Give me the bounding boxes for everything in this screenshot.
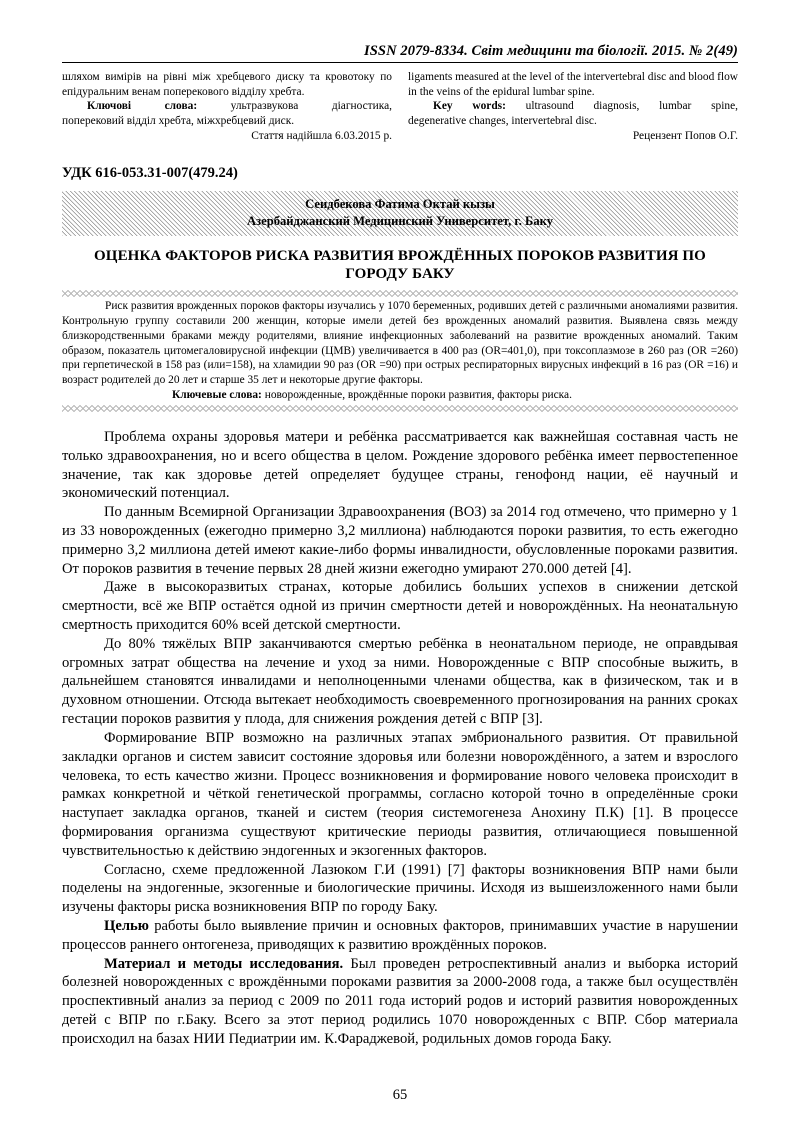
author-affiliation: Азербайджанский Медицинский Университет, г. Баку bbox=[246, 213, 554, 228]
abstract-top-wave-divider bbox=[62, 290, 738, 297]
abstract-column-english bbox=[408, 70, 738, 144]
abstract-columns bbox=[62, 70, 738, 144]
methods-text: Был проведен ретроспективный анализ и выборка историй болезней новорожденных с врождёнными пороками развития за 2000-2008 года, а также был осуществлён проспективный анализ за период с 2009 по 2011 года историй родов и историй развития новорожденных детей с ВПР по г.Баку. Всего за этот период родились 1070 новорожденных с ВПР. Сбор материала происходил на базах НИИ Педиатрии им. К.Фараджевой, родильных домов города Баку. bbox=[62, 955, 738, 1047]
eng-keywords-rest: degenerative changes, intervertebral disc. bbox=[408, 115, 597, 128]
abstract-keywords-label: Ключевые слова: bbox=[172, 389, 262, 402]
article-title: ОЦЕНКА ФАКТОРОВ РИСКА РАЗВИТИЯ ВРОЖДЁННЫХ ПОРОКОВ РАЗВИТИЯ ПО ГОРОДУ БАКУ bbox=[94, 247, 706, 282]
body-paragraph: Формирование ВПР возможно на различных этапах эмбрионального развития. От правильной закладки органов и систем зависит состояние здоровья или болезни новорождённого, а затем и взрослого человека, то есть качество жизни. Процесс возникновения и формирование нового человека происходит в рамках конкретной и чёткой генетической программы, согласно которой точно в определённые сроки наступает закладка органов, тканей и систем (теория системогенеза Анохину П.К) [1]. В процессе формирования организма существуют критические периоды развития, отличающиеся повышенной чувствительностью к действию эндогенных и экзогенных факторов. bbox=[62, 729, 738, 859]
eng-keywords-label: Key words: bbox=[433, 100, 506, 113]
running-head-rule bbox=[62, 62, 738, 63]
running-head: ISSN 2079-8334. Світ медицини та біології. 2015. № 2(49) bbox=[364, 43, 738, 59]
ukr-keywords-rest: поперековий відділ хребта, міжхребцевий диск. bbox=[62, 115, 295, 128]
author-name: Сеидбекова Фатима Октай кызы bbox=[305, 196, 495, 211]
body-paragraph: Проблема охраны здоровья матери и ребёнка рассматривается как важнейшая составная часть не только здравоохранения, но и всего общества в целом. Рождение здорового ребёнка имеет первостепенное значение, так как здоровье детей определяет будущее страны, генофонд нации, её научный и экономический потенциал. bbox=[62, 428, 738, 502]
page-number: 65 bbox=[392, 1087, 408, 1103]
abstract-keywords-value: новорожденные, врождённые пороки развития, факторы риска. bbox=[264, 389, 572, 402]
abstract-bottom-wave-divider bbox=[62, 405, 738, 412]
body-paragraph: До 80% тяжёлых ВПР заканчиваются смертью ребёнка в неонатальном периоде, не оправдывая огромных затрат общества на лечение и уход за ними. Новорожденные с ВПР способные выжить, в дальнейшем становятся инвалидами и неполноценными членами общества, как в физическом, так и в духовном отношении. Отсюда вытекает необходимость своевременного прогнозирования на ранних сроках гестации пороков развития у плода, для снижения рождения детей с ВПР [3]. bbox=[62, 635, 738, 728]
abstract-russian bbox=[62, 299, 738, 403]
body-paragraph-methods bbox=[62, 955, 738, 1049]
article-body bbox=[62, 428, 738, 1049]
ukr-keywords-label: Ключові слова: bbox=[87, 100, 198, 113]
ukr-keywords-value: ультразвукова діагностика, bbox=[230, 100, 392, 113]
author-affiliation-block bbox=[62, 191, 738, 236]
abstract-column-ukrainian bbox=[62, 70, 392, 144]
eng-abstract-tail: ligaments measured at the level of the intervertebral disc and blood flow in the veins of the epidural lumbar spine. bbox=[408, 71, 738, 98]
abstract-keywords-line bbox=[62, 388, 738, 403]
ukr-keywords-line bbox=[62, 99, 392, 114]
body-paragraph-goal bbox=[62, 917, 738, 955]
eng-keywords-value: ultrasound diagnosis, lumbar spine, bbox=[525, 100, 738, 113]
goal-text: работы было выявление причин и основных факторов, принимавших участие в нарушении процессов раннего онтогенеза, приводящих к развитию врождённых пороков. bbox=[62, 918, 738, 953]
udc-code: УДК 616-053.31-007(479.24) bbox=[62, 164, 238, 181]
submission-date: Стаття надійшла 6.03.2015 р. bbox=[251, 129, 392, 142]
abstract-text: Риск развития врожденных пороков факторы изучались у 1070 беременных, родивших детей с различными аномалиями развития. Контрольную группу составили 200 женщин, которые имели детей без врожденных аномалий развития. Выявлена связь между близкородственными браками между родителями, влияние инфекционных заболеваний на развитие врожденных аномалий. Таким образом, показатель цитомегаловирусной инфекции (ЦМВ) увеличивается в 400 раз (OR=401,0), при токсоплазмозе в 260 раз (OR =260) при герпетической в 158 раз (или=158), на хламидии 90 раз (OR =90) при острых респираторных вирусных инфекций в 16 раз (OR =16) и возраст родителей до 20 лет и старше 35 лет и некоторые другие факторы. bbox=[62, 300, 738, 387]
eng-keywords-line bbox=[408, 99, 738, 114]
ukr-abstract-tail: шляхом вимірів на рівні між хребцевого диску та кровотоку по епідуральним венам поперекового відділу хребта. bbox=[62, 71, 392, 98]
body-paragraph: Согласно, схеме предложенной Лазюком Г.И (1991) [7] факторы возникновения ВПР нами были поделены на эндогенные, экзогенные и биологические причины. Исходя из вышеизложенного нами были изучены факторы риска возникновения ВПР по городу Баку. bbox=[62, 861, 738, 916]
body-paragraph: По данным Всемирной Организации Здравоохранения (ВОЗ) за 2014 год отмечено, что примерно у 1 из 33 новорожденных (ежегодно примерно 3,2 миллиона) наблюдаются пороки развития, то есть ежегодно примерно 3,2 миллиона детей имеют какие-либо формы инвалидности, обусловленные пороками развития. От пороков развития в течение первых 28 дней жизни ежегодно умирают 270.000 детей [4]. bbox=[62, 504, 738, 577]
methods-label: Материал и методы исследования. bbox=[104, 955, 344, 972]
goal-label: Целью bbox=[104, 918, 149, 935]
reviewer-name: Рецензент Попов О.Г. bbox=[632, 129, 738, 142]
body-paragraph: Даже в высокоразвитых странах, которые добились больших успехов в снижении детской смертности, всё же ВПР остаётся одной из причин смертности детей и новорождённых. На неонатальную смертность приходится 60% всей детской смертности. bbox=[62, 579, 738, 634]
